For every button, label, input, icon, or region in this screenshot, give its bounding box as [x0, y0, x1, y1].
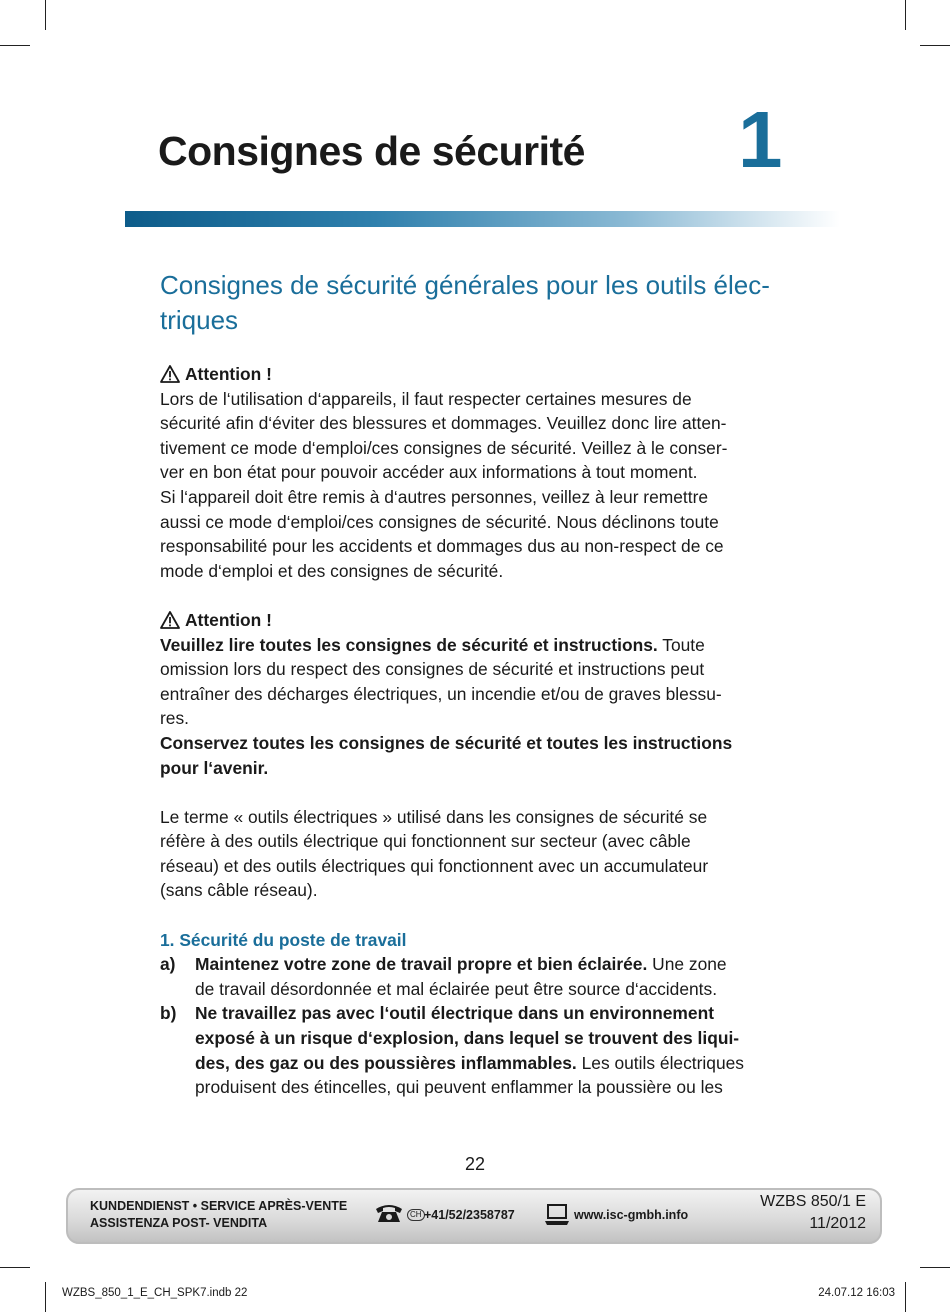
paragraph-line: entraîner des décharges électriques, un incendie et/ou de graves blessu- [160, 683, 722, 704]
model-number: WZBS 850/1 E [760, 1193, 866, 1210]
paragraph-text: Les outils électriques [576, 1052, 744, 1073]
warning-heading [160, 608, 792, 633]
bold-line: exposé à un risque d‘explosion, dans lequel se trouvent des liqui- [195, 1028, 740, 1049]
bold-instruction: des, des gaz ou des poussières inflammables. [195, 1052, 577, 1073]
crop-mark [0, 45, 30, 46]
warning-icon [160, 365, 180, 383]
paragraph-line [195, 1051, 792, 1076]
chapter-title: Consignes de sécurité [158, 128, 585, 174]
website-link[interactable]: www.isc-gmbh.info [574, 1208, 689, 1222]
paragraph-line [160, 633, 792, 658]
title-gradient-bar [125, 211, 840, 227]
paragraph-line: Le terme « outils électriques » utilisé dans les consignes de sécurité se [160, 806, 708, 827]
paragraph-line: res. [160, 708, 189, 729]
service-label: KUNDENDIENST • SERVICE APRÈS-VENTE [90, 1199, 348, 1213]
print-slug-file: WZBS_850_1_E_CH_SPK7.indb 22 [62, 1287, 248, 1299]
phone-number: +41/52/2358787 [424, 1208, 515, 1222]
crop-mark [905, 0, 906, 30]
service-footer [66, 1188, 882, 1244]
crop-mark [45, 0, 46, 30]
paragraph-line: tivement ce mode d‘emploi/ces consignes de sécurité. Veillez à le conser- [160, 437, 728, 458]
crop-mark [905, 1282, 906, 1312]
crop-mark [920, 45, 950, 46]
chapter-number: 1 [738, 95, 783, 184]
list-item-label: a) [160, 954, 176, 975]
edition-date: 11/2012 [809, 1215, 866, 1232]
section-heading-line: Consignes de sécurité générales pour les outils élec- [160, 270, 770, 300]
paragraph-text: Toute [657, 634, 705, 655]
paragraph-line: mode d‘emploi et des consignes de sécurité. [160, 560, 504, 581]
paragraph-line [195, 952, 792, 977]
service-label: ASSISTENZA POST- VENDITA [90, 1216, 268, 1230]
paragraph-text: Une zone [647, 954, 727, 975]
section-heading-display [160, 268, 800, 338]
bold-instruction [160, 756, 792, 781]
bold-line: pour l‘avenir. [160, 757, 269, 778]
paragraph-line: produisent des étincelles, qui peuvent enflammer la poussière ou les [195, 1077, 723, 1098]
paragraph-line: de travail désordonnée et mal éclairée peut être source d‘accidents. [195, 978, 718, 999]
bold-line: Conservez toutes les consignes de sécurité et toutes les instructions [160, 732, 733, 753]
bold-instruction [160, 731, 792, 756]
paragraph-line: Lors de l‘utilisation d‘appareils, il faut respecter certaines mesures de [160, 388, 692, 409]
paragraph-line: sécurité afin d‘éviter des blessures et dommages. Veuillez donc lire atten- [160, 413, 727, 434]
crop-mark [0, 1267, 30, 1268]
phone-icon [374, 1202, 404, 1224]
body-content [160, 362, 792, 1100]
page-number: 22 [464, 1154, 486, 1174]
warning-label: Attention ! [185, 364, 272, 384]
bold-instruction [195, 1001, 792, 1026]
country-badge: CH [407, 1209, 425, 1221]
paragraph-line: (sans câble réseau). [160, 880, 318, 901]
paragraph-line: Si l‘appareil doit être remis à d‘autres personnes, veillez à leur remettre [160, 486, 709, 507]
list-item [160, 1001, 792, 1099]
computer-icon [544, 1204, 570, 1226]
bold-instruction [195, 1026, 792, 1051]
warning-heading [160, 362, 792, 387]
warning-icon [160, 611, 180, 629]
warning-label: Attention ! [185, 609, 272, 630]
section-heading-line: triques [160, 305, 239, 335]
paragraph-line: omission lors du respect des consignes de sécurité et instructions peut [160, 659, 705, 680]
list-item [160, 952, 792, 1001]
bold-instruction: Veuillez lire toutes les consignes de sécurité et instructions. [160, 634, 658, 655]
print-slug-timestamp: 24.07.12 16:03 [818, 1287, 895, 1299]
paragraph-line: aussi ce mode d‘emploi/ces consignes de sécurité. Nous déclinons toute [160, 511, 719, 532]
paragraph-line: réseau) et des outils électriques qui fonctionnent avec un accumulateur [160, 855, 709, 876]
paragraph-line: réfère à des outils électrique qui fonctionnent sur secteur (avec câble [160, 831, 691, 852]
list-item-label: b) [160, 1003, 177, 1024]
bold-line: Ne travaillez pas avec l‘outil électrique dans un environnement [195, 1003, 714, 1024]
paragraph-line: responsabilité pour les accidents et dommages dus au non-respect de ce [160, 536, 724, 557]
bold-instruction: Maintenez votre zone de travail propre et bien éclairée. [195, 954, 648, 975]
paragraph-line: ver en bon état pour pouvoir accéder aux informations à tout moment. [160, 462, 698, 483]
crop-mark [920, 1267, 950, 1268]
crop-mark [45, 1282, 46, 1312]
subsection-heading: 1. Sécurité du poste de travail [160, 929, 407, 950]
